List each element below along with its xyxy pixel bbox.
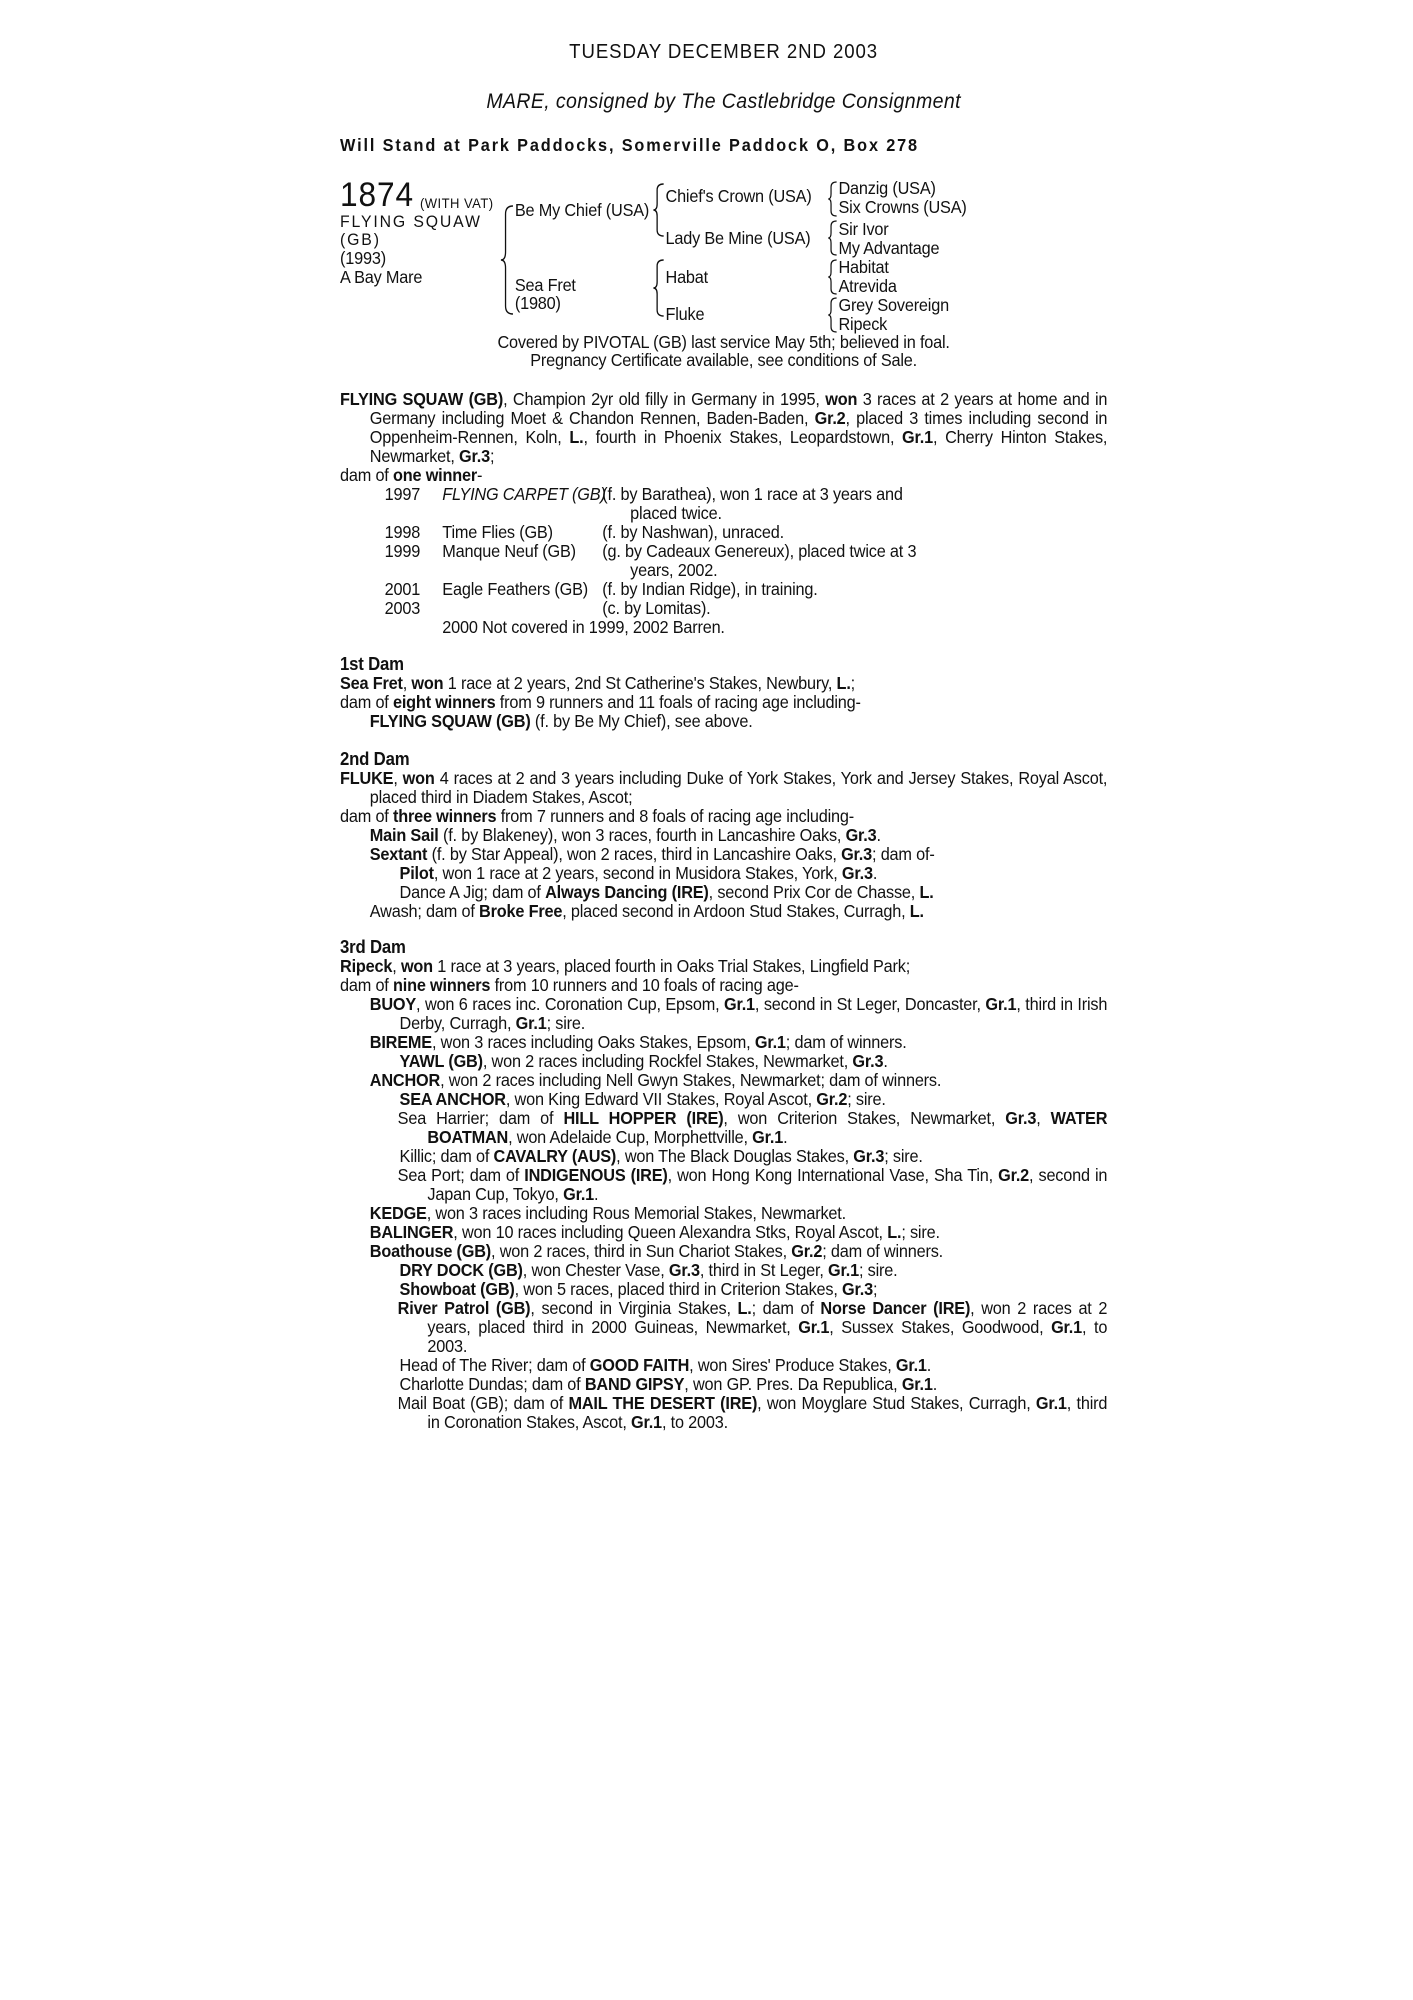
record-line bbox=[340, 1052, 1107, 1071]
pedigree-gg8: Ripeck bbox=[838, 314, 888, 334]
text-run: SEA ANCHOR bbox=[399, 1089, 506, 1109]
record-line bbox=[340, 1280, 1107, 1299]
text-run: Pilot bbox=[399, 863, 434, 883]
text-run: DRY DOCK (GB) bbox=[399, 1260, 523, 1280]
text-run: ; dam of winners. bbox=[785, 1032, 907, 1052]
text-run: , to 2003. bbox=[661, 1412, 728, 1432]
text-run: ; dam of- bbox=[872, 844, 935, 864]
text-run: Gr.1 bbox=[723, 994, 755, 1014]
text-run: ; bbox=[872, 1279, 878, 1299]
text-run: , bbox=[392, 956, 401, 976]
text-run: years, 2002. bbox=[630, 560, 718, 580]
text-run: Norse Dancer (IRE) bbox=[820, 1298, 971, 1318]
text-run: Gr.1 bbox=[631, 1412, 662, 1432]
covered-line: Covered by PIVOTAL (GB) last service May 5th; believed in foal. bbox=[497, 332, 950, 352]
text-run: , won 2 races including Rockfel Stakes, Newmarket, bbox=[482, 1051, 853, 1071]
text-run: 1 race at 3 years, placed fourth in Oaks Trial Stakes, Lingfield Park; bbox=[432, 956, 911, 976]
record-line bbox=[340, 1204, 1107, 1223]
text-run: , fourth in Phoenix Stakes, Leopardstown, bbox=[583, 427, 903, 447]
text-run: Eagle Feathers (GB) bbox=[442, 579, 589, 599]
text-run: Gr.1 bbox=[902, 427, 933, 447]
text-run: (f. by Nashwan), unraced. bbox=[602, 522, 784, 542]
text-run: Gr.2 bbox=[814, 408, 846, 428]
text-run: MAIL THE DESERT (IRE) bbox=[568, 1393, 758, 1413]
text-run: won bbox=[400, 956, 433, 976]
text-run: one winner bbox=[392, 465, 478, 485]
text-run: , Cherry Hinton Stakes, Newmarket, bbox=[369, 427, 1108, 466]
pedigree-gg6: Atrevida bbox=[838, 276, 897, 296]
pedigree-gg3: Sir Ivor bbox=[838, 219, 889, 239]
text-run: . bbox=[883, 1051, 888, 1071]
record-line bbox=[340, 995, 1107, 1033]
record-line bbox=[340, 1299, 1107, 1356]
text-run: ; dam of bbox=[751, 1298, 821, 1318]
record-line bbox=[340, 1242, 1107, 1261]
text-run: ; bbox=[850, 673, 856, 693]
text-run: Ripeck bbox=[340, 956, 393, 976]
text-run: won bbox=[402, 768, 435, 788]
record-line bbox=[340, 466, 1107, 485]
text-run: HILL HOPPER (IRE) bbox=[563, 1108, 724, 1128]
text-run: L. bbox=[569, 427, 584, 447]
text-run: Sea Port; dam of bbox=[397, 1165, 525, 1185]
sale-date: TUESDAY DECEMBER 2ND 2003 bbox=[569, 41, 879, 63]
record-line bbox=[340, 902, 1107, 921]
pedigree-dam-dam: Fluke bbox=[665, 304, 705, 324]
text-run: 2000 Not covered in 1999, 2002 Barren. bbox=[442, 617, 725, 637]
pedigree-gg5: Habitat bbox=[838, 257, 889, 277]
text-run: Showboat (GB) bbox=[399, 1279, 515, 1299]
record-line bbox=[340, 976, 1107, 995]
text-run: (f. by Star Appeal), won 2 races, third in Lancashire Oaks, bbox=[427, 844, 842, 864]
text-run: ; sire. bbox=[847, 1089, 886, 1109]
record-line bbox=[340, 693, 1107, 712]
text-run: , second in Virginia Stakes, bbox=[530, 1298, 738, 1318]
text-run: , won Criterion Stakes, Newmarket, bbox=[723, 1108, 1006, 1128]
text-run: . bbox=[876, 825, 881, 845]
text-run: . bbox=[926, 1355, 932, 1375]
text-run: Gr.2 bbox=[791, 1241, 823, 1261]
text-run: , won King Edward VII Stakes, Royal Ascot, bbox=[505, 1089, 817, 1109]
text-run: ; sire. bbox=[884, 1146, 923, 1166]
horse-year: (1993) bbox=[340, 248, 386, 268]
text-run: , won The Black Douglas Stakes, bbox=[616, 1146, 854, 1166]
produce-list bbox=[340, 485, 1107, 637]
record-line bbox=[340, 1147, 1107, 1166]
text-run: L. bbox=[737, 1298, 752, 1318]
text-run: Time Flies (GB) bbox=[442, 522, 553, 542]
record-line bbox=[340, 1375, 1107, 1394]
text-run: ANCHOR bbox=[369, 1070, 441, 1090]
record-line bbox=[340, 1261, 1107, 1280]
not-covered-note bbox=[340, 618, 1107, 637]
text-run: Dance A Jig; dam of bbox=[399, 882, 546, 902]
mare-record bbox=[340, 390, 1107, 485]
text-run: eight winners bbox=[392, 692, 496, 712]
record-line bbox=[340, 1033, 1107, 1052]
record-line bbox=[340, 1071, 1107, 1090]
record-line bbox=[340, 845, 1107, 864]
horse-origin: (GB) bbox=[340, 230, 381, 249]
text-run: INDIGENOUS (IRE) bbox=[524, 1165, 668, 1185]
text-run: , to 2003. bbox=[427, 1317, 1108, 1356]
text-run: Gr.1 bbox=[1035, 1393, 1067, 1413]
text-run: 1 race at 2 years, 2nd St Catherine's Stakes, Newbury, bbox=[443, 673, 837, 693]
produce-row bbox=[340, 542, 1107, 561]
pedigree-gg1: Danzig (USA) bbox=[838, 178, 936, 198]
text-run: , won Sires' Produce Stakes, bbox=[689, 1355, 896, 1375]
text-run: FLYING SQUAW (GB) bbox=[369, 711, 531, 731]
text-run: , won 2 races including Nell Gwyn Stakes, Newmarket; dam of winners. bbox=[440, 1070, 942, 1090]
text-run: Gr.3 bbox=[841, 863, 873, 883]
text-run: Gr.2 bbox=[998, 1165, 1030, 1185]
text-run: Sea Fret bbox=[340, 673, 403, 693]
text-run: , won 3 races including Rous Memorial Stakes, Newmarket. bbox=[426, 1203, 846, 1223]
text-run: , won 1 race at 2 years, second in Musidora Stakes, York, bbox=[433, 863, 842, 883]
third-dam-heading: 3rd Dam bbox=[340, 937, 406, 957]
mare-name: FLYING SQUAW (GB) bbox=[340, 389, 504, 409]
text-run: (f. by Indian Ridge), in training. bbox=[602, 579, 818, 599]
text-run: L. bbox=[887, 1222, 902, 1242]
pedigree-sire-dam: Lady Be Mine (USA) bbox=[665, 228, 811, 248]
text-run: BALINGER bbox=[369, 1222, 454, 1242]
record-line bbox=[340, 769, 1107, 807]
text-run: FLYING CARPET (GB) bbox=[442, 484, 606, 504]
text-run: Gr.3 bbox=[853, 1146, 885, 1166]
text-run: Gr.3 bbox=[841, 844, 873, 864]
text-run: won bbox=[825, 389, 858, 409]
text-run: Gr.1 bbox=[752, 1127, 784, 1147]
text-run: ; sire. bbox=[901, 1222, 940, 1242]
text-run: , Sussex Stakes, Goodwood, bbox=[829, 1317, 1052, 1337]
text-run: , won Chester Vase, bbox=[522, 1260, 669, 1280]
text-run: Gr.3 bbox=[668, 1260, 700, 1280]
text-run: Gr.3 bbox=[852, 1051, 884, 1071]
stand-location: Will Stand at Park Paddocks, Somerville Paddock O, Box 278 bbox=[340, 135, 919, 155]
produce-row-cont bbox=[340, 561, 1107, 580]
pedigree-brace-5 bbox=[827, 219, 838, 257]
pedigree-brace-3 bbox=[652, 258, 665, 318]
text-run: Main Sail bbox=[369, 825, 439, 845]
text-run: , bbox=[402, 673, 412, 693]
text-run: Gr.1 bbox=[985, 994, 1017, 1014]
text-run: Mail Boat (GB); dam of bbox=[397, 1393, 569, 1413]
text-run: Gr.1 bbox=[515, 1013, 547, 1033]
record-line bbox=[340, 674, 1107, 693]
pedigree-brace-1 bbox=[500, 204, 515, 316]
record-line bbox=[340, 1223, 1107, 1242]
text-run: YAWL (GB) bbox=[399, 1051, 483, 1071]
record-line bbox=[340, 1394, 1107, 1432]
third-dam-section bbox=[340, 938, 1107, 1432]
text-run: L. bbox=[909, 901, 924, 921]
record-line bbox=[340, 957, 1107, 976]
text-run: River Patrol (GB) bbox=[397, 1298, 531, 1318]
text-run: , bbox=[1036, 1108, 1051, 1128]
text-run: 3 races at 2 years at home and in Germany including Moet & Chandon Rennen, Baden-Baden, bbox=[369, 389, 1108, 428]
text-run: (g. by Cadeaux Genereux), placed twice at 3 bbox=[602, 541, 917, 561]
text-run: , won Moyglare Stud Stakes, Curragh, bbox=[757, 1393, 1036, 1413]
text-run: (f. by Barathea), won 1 race at 3 years and bbox=[602, 484, 903, 504]
lot-number: 1874 bbox=[340, 176, 415, 214]
text-run: BUOY bbox=[369, 994, 417, 1014]
produce-row bbox=[340, 523, 1107, 542]
text-run: Gr.3 bbox=[842, 1279, 873, 1299]
text-run: , won GP. Pres. Da Republica, bbox=[684, 1374, 902, 1394]
text-run: placed twice. bbox=[630, 503, 722, 523]
text-run: (f. by Be My Chief), see above. bbox=[530, 711, 753, 731]
produce-row bbox=[340, 599, 1107, 618]
text-run: 2003 bbox=[384, 598, 421, 618]
text-run: , third in Coronation Stakes, Ascot, bbox=[427, 1393, 1108, 1432]
pedigree-brace-6 bbox=[827, 258, 838, 296]
text-run: - bbox=[477, 465, 483, 485]
text-run: ; sire. bbox=[546, 1013, 586, 1033]
text-run: dam of bbox=[340, 806, 393, 826]
text-run: BIREME bbox=[369, 1032, 432, 1052]
horse-name: FLYING SQUAW bbox=[340, 212, 482, 231]
text-run: , won 2 races, third in Sun Chariot Stakes, bbox=[491, 1241, 792, 1261]
text-run: Gr.1 bbox=[1051, 1317, 1083, 1337]
record-line bbox=[340, 712, 1107, 731]
text-run: (f. by Blakeney), won 3 races, fourth in Lancashire Oaks, bbox=[438, 825, 846, 845]
second-dam-heading: 2nd Dam bbox=[340, 749, 410, 769]
lot-vat: (WITH VAT) bbox=[419, 195, 494, 211]
text-run: Broke Free bbox=[479, 901, 563, 921]
pedigree-gg7: Grey Sovereign bbox=[838, 295, 949, 315]
text-run: dam of bbox=[340, 975, 393, 995]
text-run: from 7 runners and 8 foals of racing age including- bbox=[496, 806, 855, 826]
text-run: , won 3 races including Oaks Stakes, Epsom, bbox=[431, 1032, 755, 1052]
text-run: 1997 bbox=[384, 484, 421, 504]
pedigree-brace-2 bbox=[652, 182, 665, 238]
text-run: Boathouse (GB) bbox=[369, 1241, 492, 1261]
produce-row bbox=[340, 485, 1107, 504]
text-run: , placed 3 times including second in Oppenheim-Rennen, Koln, bbox=[369, 408, 1108, 447]
text-run: 2001 bbox=[384, 579, 421, 599]
pedigree-dam: Sea Fret bbox=[514, 275, 576, 295]
text-run: , won 2 races at 2 years, placed third in 2000 Guineas, Newmarket, bbox=[427, 1298, 1108, 1337]
text-run: Charlotte Dundas; dam of bbox=[399, 1374, 585, 1394]
text-run: , won Adelaide Cup, Morphettville, bbox=[508, 1127, 753, 1147]
text-run: . bbox=[783, 1127, 788, 1147]
text-run: from 9 runners and 11 foals of racing age including- bbox=[495, 692, 861, 712]
text-run: . bbox=[872, 863, 878, 883]
pedigree-sire-sire: Chief's Crown (USA) bbox=[665, 186, 812, 206]
text-run: , second Prix Cor de Chasse, bbox=[708, 882, 920, 902]
text-run: , won Hong Kong International Vase, Sha Tin, bbox=[667, 1165, 999, 1185]
text-run: , bbox=[393, 768, 403, 788]
text-run: Gr.3 bbox=[845, 825, 877, 845]
pedigree-sire: Be My Chief (USA) bbox=[514, 200, 650, 220]
text-run: L. bbox=[836, 673, 851, 693]
record-line bbox=[340, 1166, 1107, 1204]
text-run: nine winners bbox=[392, 975, 491, 995]
text-run: BAND GIPSY bbox=[584, 1374, 685, 1394]
first-dam-heading: 1st Dam bbox=[340, 654, 404, 674]
text-run: Gr.2 bbox=[816, 1089, 848, 1109]
pedigree-brace-7 bbox=[827, 296, 838, 334]
produce-row bbox=[340, 580, 1107, 599]
text-run: FLUKE bbox=[340, 768, 394, 788]
text-run: dam of bbox=[340, 465, 393, 485]
text-run: 4 races at 2 and 3 years including Duke of York Stakes, York and Jersey Stakes, Royal Ascot, placed third in Diadem Stakes, Ascot; bbox=[369, 768, 1108, 807]
text-run: Gr.1 bbox=[563, 1184, 595, 1204]
produce-row-cont bbox=[340, 504, 1107, 523]
text-run: Head of The River; dam of bbox=[399, 1355, 590, 1375]
record-line bbox=[340, 1090, 1107, 1109]
text-run: won bbox=[411, 673, 444, 693]
record-line bbox=[340, 864, 1107, 883]
text-run: (c. by Lomitas). bbox=[602, 598, 711, 618]
text-run: . bbox=[932, 1374, 938, 1394]
text-run: Gr.3 bbox=[1005, 1108, 1037, 1128]
text-run: CAVALRY (AUS) bbox=[493, 1146, 617, 1166]
record-line bbox=[340, 390, 1107, 466]
text-run: ; dam of winners. bbox=[822, 1241, 944, 1261]
text-run: Sextant bbox=[369, 844, 428, 864]
text-run: Manque Neuf (GB) bbox=[442, 541, 576, 561]
text-run: 1999 bbox=[384, 541, 421, 561]
text-run: Sea Harrier; dam of bbox=[397, 1108, 564, 1128]
text-run: , won 10 races including Queen Alexandra Stks, Royal Ascot, bbox=[453, 1222, 888, 1242]
text-run: Awash; dam of bbox=[369, 901, 480, 921]
pregnancy-line: Pregnancy Certificate available, see conditions of Sale. bbox=[530, 350, 917, 370]
record-line bbox=[340, 826, 1107, 845]
text-run: dam of bbox=[340, 692, 393, 712]
text-run: , third in St Leger, bbox=[699, 1260, 829, 1280]
text-run: 1998 bbox=[384, 522, 421, 542]
text-run: KEDGE bbox=[369, 1203, 427, 1223]
pedigree-dam-year: (1980) bbox=[514, 293, 561, 313]
text-run: ; bbox=[489, 446, 495, 466]
text-run: Always Dancing (IRE) bbox=[545, 882, 709, 902]
horse-description: A Bay Mare bbox=[340, 267, 423, 287]
text-run: , won 6 races inc. Coronation Cup, Epsom, bbox=[416, 994, 724, 1014]
consignment-line: MARE, consigned by The Castlebridge Consignment bbox=[486, 90, 961, 113]
text-run: WATER BOATMAN bbox=[427, 1108, 1108, 1147]
pedigree-dam-sire: Habat bbox=[665, 267, 709, 287]
record-line bbox=[340, 1356, 1107, 1375]
text-run: three winners bbox=[392, 806, 497, 826]
text-run: from 10 runners and 10 foals of racing age- bbox=[490, 975, 799, 995]
pedigree-gg4: My Advantage bbox=[838, 238, 940, 258]
record-line bbox=[340, 883, 1107, 902]
text-run: , won 5 races, placed third in Criterion Stakes, bbox=[514, 1279, 843, 1299]
text-run: ; sire. bbox=[858, 1260, 898, 1280]
text-run: , placed second in Ardoon Stud Stakes, Curragh, bbox=[562, 901, 910, 921]
second-dam-section bbox=[340, 750, 1107, 921]
text-run: Killic; dam of bbox=[399, 1146, 494, 1166]
record-line bbox=[340, 807, 1107, 826]
text-run: , Champion 2yr old filly in Germany in 1995, bbox=[503, 389, 826, 409]
text-run: Gr.1 bbox=[798, 1317, 830, 1337]
first-dam-section bbox=[340, 655, 1107, 731]
text-run: Gr.3 bbox=[459, 446, 490, 466]
pedigree-brace-4 bbox=[827, 180, 838, 218]
record-line bbox=[340, 1109, 1107, 1147]
text-run: Gr.1 bbox=[828, 1260, 859, 1280]
text-run: Gr.1 bbox=[754, 1032, 786, 1052]
text-run: Gr.1 bbox=[895, 1355, 927, 1375]
text-run: GOOD FAITH bbox=[589, 1355, 690, 1375]
text-run: Gr.1 bbox=[901, 1374, 933, 1394]
text-run: , third in Irish Derby, Curragh, bbox=[399, 994, 1108, 1033]
text-run: , second in Japan Cup, Tokyo, bbox=[427, 1165, 1108, 1204]
text-run: . bbox=[594, 1184, 599, 1204]
pedigree-gg2: Six Crowns (USA) bbox=[838, 197, 967, 217]
text-run: L. bbox=[919, 882, 934, 902]
text-run: , second in St Leger, Doncaster, bbox=[754, 994, 986, 1014]
